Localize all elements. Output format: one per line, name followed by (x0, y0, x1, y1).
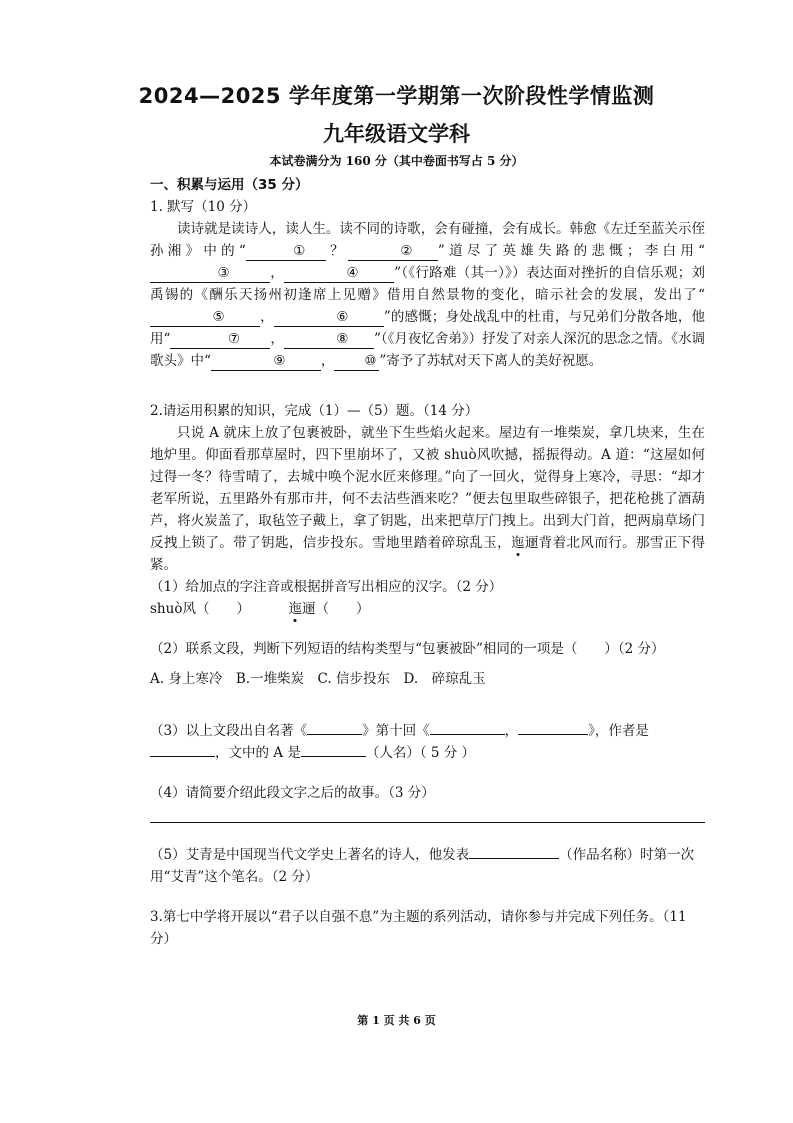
sub3-text-f: （人名）（ 5 分 ） (365, 745, 476, 761)
sub-question-2-block (150, 638, 705, 690)
answer-line[interactable] (150, 822, 705, 823)
q1-text-d: ， (270, 265, 285, 281)
q1-text-e: ”（《行路难（其一）》）表达面对挫折的自信乐观；刘禹锡的《酬乐天扬州初逢席上见赠》借用自然景物的变化，暗示社会的发展，发出了“ (150, 265, 706, 303)
chapter-title-blank-2[interactable] (518, 734, 588, 735)
sub1-item-b[interactable]: 逦（ ） (302, 601, 370, 617)
blank-6[interactable]: ⑥ (274, 308, 384, 327)
blank-7[interactable]: ⑦ (170, 330, 270, 349)
blank-1[interactable]: ① (246, 242, 326, 261)
person-name-blank[interactable] (301, 756, 366, 757)
question-2-passage (150, 422, 705, 576)
q1-text-b: ？ (325, 243, 348, 259)
blank-3[interactable]: ③ (150, 264, 270, 283)
score-note: 本试卷满分为 160 分（其中卷面书写占 5 分） (269, 154, 524, 168)
q1-text-a: 读诗就是读诗人，读人生。读不同的诗歌，会有碰撞，会有成长。韩愈《左迁至蓝关示侄孙湘》中的“ (150, 221, 705, 259)
q1-text-k: ”寄予了苏轼对天下离人的美好祝愿。 (379, 353, 603, 369)
question-1-title: 1. 默写（10 分） (150, 199, 257, 215)
q1-text-f: ， (260, 309, 274, 325)
blank-4[interactable]: ④ (284, 264, 394, 283)
passage-text-a: 只说 A 就床上放了包裹被卧，就坐下生些焰火起来。屋边有一堆柴炭，拿几块来，生在地炉里。仰面看那草屋时，四下里崩坏了，又被 shuò风吹撼，摇振得动。A 道：“这屋如何过得一冬？待雪晴了，去城中唤个泥水匠来修理。”向了一回火，觉得身上寒冷，寻思：“却才老军所说，五里路外有那市井，何不去沽些酒来吃？”便去包里取些碎银子，把花枪挑了酒葫芦，将火炭盖了，取毡笠子戴上，拿了钥匙，出来把草厅门拽上。出到大门首，把两扇草场门反拽上锁了。带了钥匙，信步投东。雪地里踏着碎琼乱玉， (150, 425, 705, 551)
chapter-title-blank-1[interactable] (430, 734, 505, 735)
dotted-char: 迤 (511, 535, 525, 551)
blank-10[interactable]: ⑩ (334, 352, 379, 371)
passage-text-b: 逦背着北风而行。那雪正下得紧。 (150, 535, 706, 573)
q1-text-j: ， (320, 353, 335, 369)
sub1-item-a[interactable]: shuò风（ ） (150, 601, 250, 617)
q1-text-i: ”（《月夜忆舍弟》）抒发了对亲人深沉的思念之情。《水调歌头》中“ (150, 331, 706, 369)
sub3-text-a: （3）以上文段出自名著《 (150, 723, 308, 739)
work-title-blank[interactable] (469, 858, 559, 859)
question-1-block (150, 174, 705, 372)
question-2-block (150, 400, 705, 620)
sub-question-2-options: A. 身上寒冷 B.一堆柴炭 C. 信步投东 D. 碎琼乱玉 (150, 671, 486, 687)
blank-5[interactable]: ⑤ (150, 308, 260, 327)
sub3-text-e: ，文中的 A 是 (215, 745, 301, 761)
sub-question-2: （2）联系文段，判断下列短语的结构类型与“包裹被卧”相同的一项是（ ）（2 分） (150, 641, 665, 657)
blank-9[interactable]: ⑨ (211, 352, 321, 371)
blank-2[interactable]: ② (348, 242, 438, 261)
q1-text-h: ， (270, 331, 284, 347)
sub-question-1-items (150, 598, 705, 620)
question-1-text (150, 218, 705, 372)
sub-question-4-block (150, 782, 705, 804)
question-3-block (150, 906, 705, 950)
sub3-text-d: 》，作者是 (588, 723, 649, 739)
sub5-text-a: （5）艾青是中国现当代文学史上著名的诗人，他发表 (150, 847, 470, 863)
author-blank[interactable] (150, 756, 215, 757)
sub-question-1: （1）给加点的字注音或根据拼音写出相应的汉字。（2 分） (150, 579, 503, 595)
sub3-text-b: 》第十回《 (362, 723, 430, 739)
exam-title: 2024—2025 学年度第一学期第一次阶段性学情监测 (138, 84, 655, 108)
sub3-text-c: ， (504, 723, 519, 739)
question-3-text: 3.第七中学将开展以“君子以自强不息”为主题的系列活动，请你参与并完成下列任务。（11 分） (150, 909, 687, 947)
page-footer: 第 1 页 共 6 页 (357, 1014, 436, 1027)
sub-question-3-block (150, 720, 705, 764)
sub-question-4: （4）请简要介绍此段文字之后的故事。（3 分） (150, 785, 435, 801)
sub5-text-b: （作品名称）时第一次用“艾青”这个笔名。（2 分） (150, 847, 695, 885)
sub-question-5-block (150, 844, 705, 888)
q1-text-g: ”的感慨；身处战乱中的杜甫，与兄弟们分散各地，他用“ (150, 309, 705, 347)
section-heading: 一、积累与运用（35 分） (150, 177, 309, 193)
book-title-blank[interactable] (307, 734, 362, 735)
sub1-item-b-dot: 迤 (288, 601, 303, 617)
q1-text-c: ”道尽了英雄失路的悲慨；李白用“ (437, 243, 706, 259)
blank-8[interactable]: ⑧ (284, 330, 374, 349)
question-2-title: 2.请运用积累的知识，完成（1）—（5）题。（14 分） (150, 403, 479, 419)
exam-subtitle: 九年级语文学科 (323, 122, 470, 146)
